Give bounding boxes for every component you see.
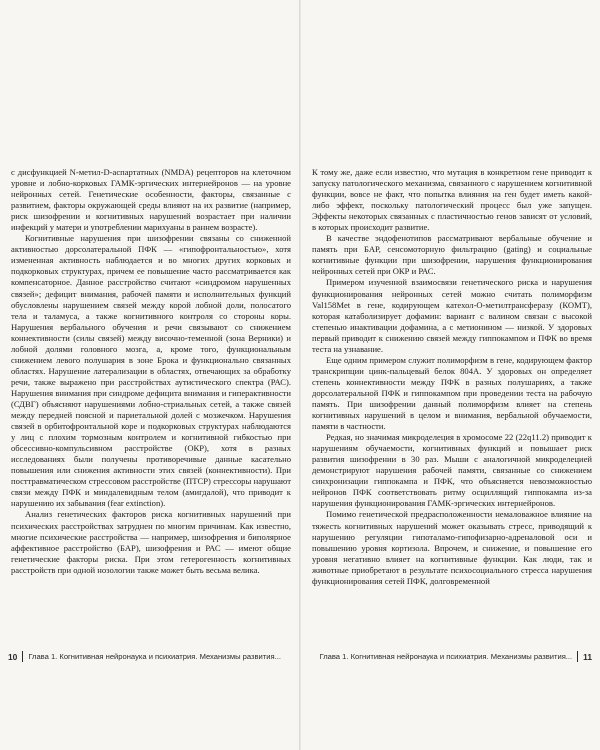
footer-divider bbox=[577, 651, 578, 662]
left-running-title: Глава 1. Когнитивная нейронаука и психиатрия. Механизмы развития... bbox=[28, 652, 281, 661]
right-paragraph-4: Еще одним примером служит полиморфизм в гене, кодирующем фактор транскрипции цинк-пальцевый белок 804A. У здоровых он определяет степень коннективности между ПФК в разных полушариях, а также дорсолатеральной ПФК и гиппокампом при проведении теста на рабочую память. При шизофрении данный полиморфизм влияет на степень когнитивных нарушений в целом и внимания, вербальной обучаемости, памяти в частности. bbox=[312, 354, 592, 432]
left-text-column bbox=[11, 167, 291, 576]
left-paragraph-3: Анализ генетических факторов риска когнитивных нарушений при психических расстройствах затруднен по многим причинам. Как известно, многие психические расстройства — например, шизофрения и биполярное аффективное расстройство (БАР), шизофрения и РАС — имеют общие генетические факторы риска. При этом гетерогенность когнитивных расстройств при одной нозологии также может быть весьма велика. bbox=[11, 509, 291, 575]
left-paragraph-2: Когнитивные нарушения при шизофрении связаны со сниженной активностью дорсолатеральной ПФК — «гипофронтальностью», хотя измененная активность наблюдается и во многих других корковых и подкорковых структурах, причем ее повышение часто рассматривается как компенсаторное. Данное расстройство считают «синдромом нарушенных связей»; дефицит внимания, рабочей памяти и исполнительных функций обусловлены нарушением связей между корой лобной доли, полосатого тела и таламуса, а также когнитивного контроля со стороны коры. Нарушения вербального обучения и речи связывают со снижением коннективности (силы связей) между височно-теменной (зона Верники) и лобной долями головного мозга, а, кроме того, функциональным снижением левого полушария в зоне Брока и функционально связанных областях. Нарушение латерализации в областях, отвечающих за обработку речи, также выражено при расстройствах аутистического спектра (РАС). Нарушения внимания при синдроме дефицита внимания и гиперактивности (СДВГ) объясняют нарушениями лобно-стриальных сетей, а также связей между передней поясной и париетальной долей с мозжечком. Нарушения связей в орбитофронтальной коре и подкорковых структурах наблюдаются у лиц с плохим тормозным контролем и когнитивной гибкостью при обсессивно-компульсивном расстройстве (ОКР), хотя в разных исследованиях были получены противоречивые данные касательно повышения или снижения активности этих связей (коннективности). При посттравматическом стрессовом расстройстве (ПТСР) стрессоры нарушают связи между ПФК и миндалевидным телом (амигдалой), что приводит к нарушению их забывания (fear extinction). bbox=[11, 233, 291, 509]
footer-divider bbox=[22, 651, 23, 662]
right-paragraph-2: В качестве эндофенотипов рассматривают вербальные обучение и память при БАР, сенсомоторную фильтрацию (gating) и социальные когнитивные функции при шизофрении, нарушения функционирования нейронных сетей при ОКР и РАС. bbox=[312, 233, 592, 277]
right-page-footer bbox=[320, 651, 592, 662]
right-page-number: 11 bbox=[583, 651, 592, 662]
right-text-column bbox=[312, 167, 592, 587]
left-page-footer bbox=[8, 651, 281, 662]
left-paragraph-1: с дисфункцией N-метил-D-аспартатных (NMDA) рецепторов на клеточном уровне и лобно-корковых ГАМК-эргических интернейронов — на уровне нейронных сетей. Генетические особенности, факторы, связанные с развитием, факторы окружающей среды влияют на их развитие (например, риск шизофрении и когнитивных нарушений возрастает при наличии инфекций у матери и употреблении марихуаны в раннем возрасте). bbox=[11, 167, 291, 233]
right-paragraph-1: К тому же, даже если известно, что мутация в конкретном гене приводит к запуску патологического механизма, связанного с нарушением когнитивной функции, вовсе не факт, что попытка влияния на ген будет иметь какой-либо эффект, поскольку патологический процесс был уже запущен. Эффекты некоторых связанных с пластичностью генов зависят от условий, в которых происходит развитие. bbox=[312, 167, 592, 233]
right-paragraph-5: Редкая, но значимая микроделеция в хромосоме 22 (22q11.2) приводит к нарушениям обучаемости, когнитивных функций и повышает риск развития шизофрении в 30 раз. Мыши с аналогичной микроделецией демонстрируют нарушения рабочей памяти, связанные со снижением синхронизации гиппокампа и ПФК, что объясняется невозможностью нейронов ПФК соответствовать ритму осциллящий гиппокампа из-за нарушения функционирования ГАМК-эргических интернейронов. bbox=[312, 432, 592, 509]
right-paragraph-6: Помимо генетической предрасположенности немаловажное влияние на тяжесть когнитивных нарушений может оказывать стресс, приводящий к нарушению регуляции гипоталамо-гипофизарно-адреналовой оси и повышению уровня кортизола. Впрочем, и снижение, и повышение его уровня негативно влияет на когнитивные функции. Как люди, так и животные приобретают в результате психосоциального стресса нарушения функционирования сетей ПФК, долговременной bbox=[312, 509, 592, 586]
right-page bbox=[300, 0, 600, 750]
right-running-title: Глава 1. Когнитивная нейронаука и психиатрия. Механизмы развития... bbox=[319, 652, 573, 661]
left-page-number: 10 bbox=[8, 651, 18, 662]
right-paragraph-3: Примером изученной взаимосвязи генетического риска и нарушения функционирования нейронных сетей можно считать полиморфизм Val158Met в гене, кодирующем катехол-О-метилтрансферазу (КОМТ), которая катаболизирует дофамин: вариант с валином связан с высокой степенью инактивации дофамина, а с метионином — низкой. У здоровых первый приводит к снижению связей между гиппокампом и ПФК во время теста на узнавание. bbox=[312, 277, 592, 354]
